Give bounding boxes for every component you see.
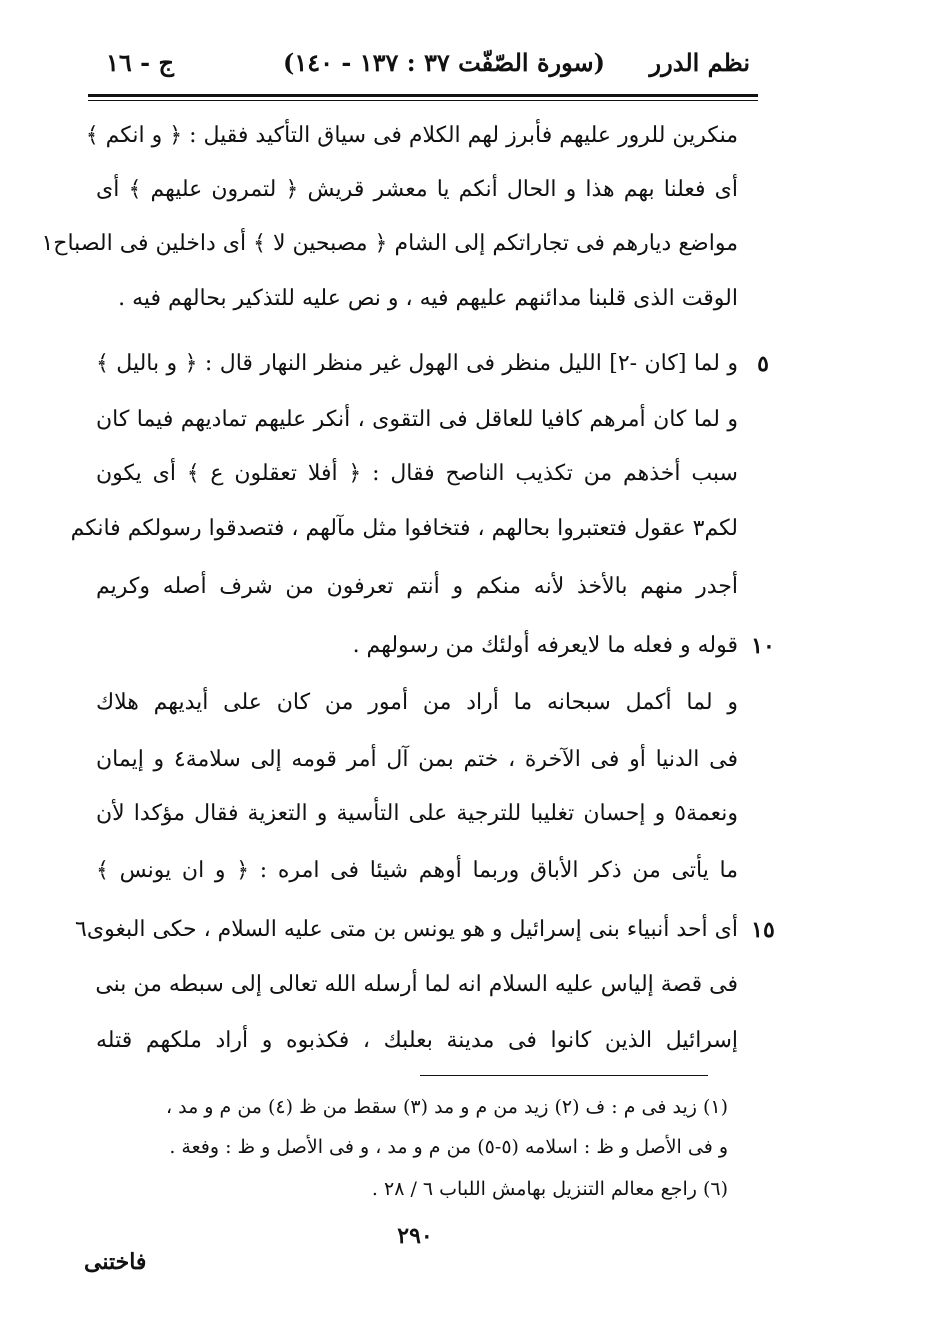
footnote-rule [420, 1075, 708, 1076]
body-line-2: أى فعلنا بهم هذا و الحال أنكم يا معشر قريش ﴿ لتمرون عليهم ﴾ أى [96, 177, 738, 202]
footnote-line-3: (٦) راجع معالم التنزيل بهامش اللباب ٦ / ٢٨ . [371, 1178, 728, 1200]
body-line-3: مواضع ديارهم فى تجاراتكم إلى الشام ﴿ مصبحين لا ﴾ أى داخلين فى الصباح١ [41, 231, 738, 256]
running-head-book-title: نظم الدرر [649, 48, 750, 77]
body-line-4: الوقت الذى قلبنا مدائنهم عليهم فيه ، و نص عليه للتذكير بحالهم فيه . [118, 286, 738, 311]
body-line-10: قوله و فعله ما لايعرفه أولئك من رسولهم . [352, 633, 738, 658]
line-number-5: ٥ [757, 351, 769, 377]
line-number-15: ١٥ [751, 917, 775, 943]
header-rule-thin [88, 100, 758, 101]
catchword: فاختنى [84, 1249, 147, 1275]
header-rule-thick [88, 94, 758, 97]
body-line-15: أى أحد أنبياء بنى إسرائيل و هو يونس بن متى عليه السلام ، حكى البغوى٦ [75, 917, 738, 942]
running-head-volume: ج - ١٦ [106, 48, 174, 77]
body-line-13: ونعمة٥ و إحسان تغليبا للترجية على التأسية و التعزية فقال مؤكدا لأن [96, 801, 738, 826]
page-number: ٢٩٠ [397, 1223, 433, 1249]
body-line-5: و لما [كان -٢] الليل منظر فى الهول غير منظر النهار قال : ﴿ و باليل ﴾ [96, 351, 739, 376]
body-line-12: فى الدنيا أو فى الآخرة ، ختم بمن آل أمر قومه إلى سلامة٤ و إيمان [96, 747, 738, 772]
body-line-9: أجدر منهم بالأخذ لأنه منكم و أنتم تعرفون من شرف أصله وكريم [96, 574, 739, 599]
running-head-section: (سورة الصّفّت ٣٧ : ١٣٧ - ١٤٠) [283, 48, 605, 77]
body-line-14: ما يأتى من ذكر الأباق وربما أوهم شيئا فى امره : ﴿ و ان يونس ﴾ [96, 858, 738, 883]
body-line-7: سبب أخذهم من تكذيب الناصح فقال : ﴿ أفلا تعقلون ع ﴾ أى يكون [96, 461, 738, 486]
body-line-6: و لما كان أمرهم كافيا للعاقل فى التقوى ، أنكر عليهم تماديهم فيما كان [96, 407, 738, 432]
body-line-17: إسرائيل الذين كانوا فى مدينة بعلبك ، فكذبوه و أراد ملكهم قتله [96, 1028, 738, 1053]
body-line-11: و لما أكمل سبحانه ما أراد من أمور من كان على أيديهم هلاك [96, 690, 738, 715]
body-line-1: منكرين للرور عليهم فأبرز لهم الكلام فى سياق التأكيد فقيل : ﴿ و انكم ﴾ [85, 123, 738, 148]
line-number-10: ١٠ [751, 633, 775, 659]
footnote-line-1: (١) زيد فى م : ف (٢) زيد من م و مد (٣) سقط من ظ (٤) من م و مد ، [165, 1096, 728, 1118]
footnote-line-2: و فى الأصل و ظ : اسلامه (٥-٥) من م و مد ، و فى الأصل و ظ : وفعة . [169, 1136, 728, 1158]
body-line-16: فى قصة إلياس عليه السلام انه لما أرسله الله تعالى إلى سبطه من بنى [95, 972, 738, 997]
body-line-8: لكم٣ عقول فتعتبروا بحالهم ، فتخافوا مثل مآلهم ، فتصدقوا رسولكم فانكم [70, 516, 738, 541]
